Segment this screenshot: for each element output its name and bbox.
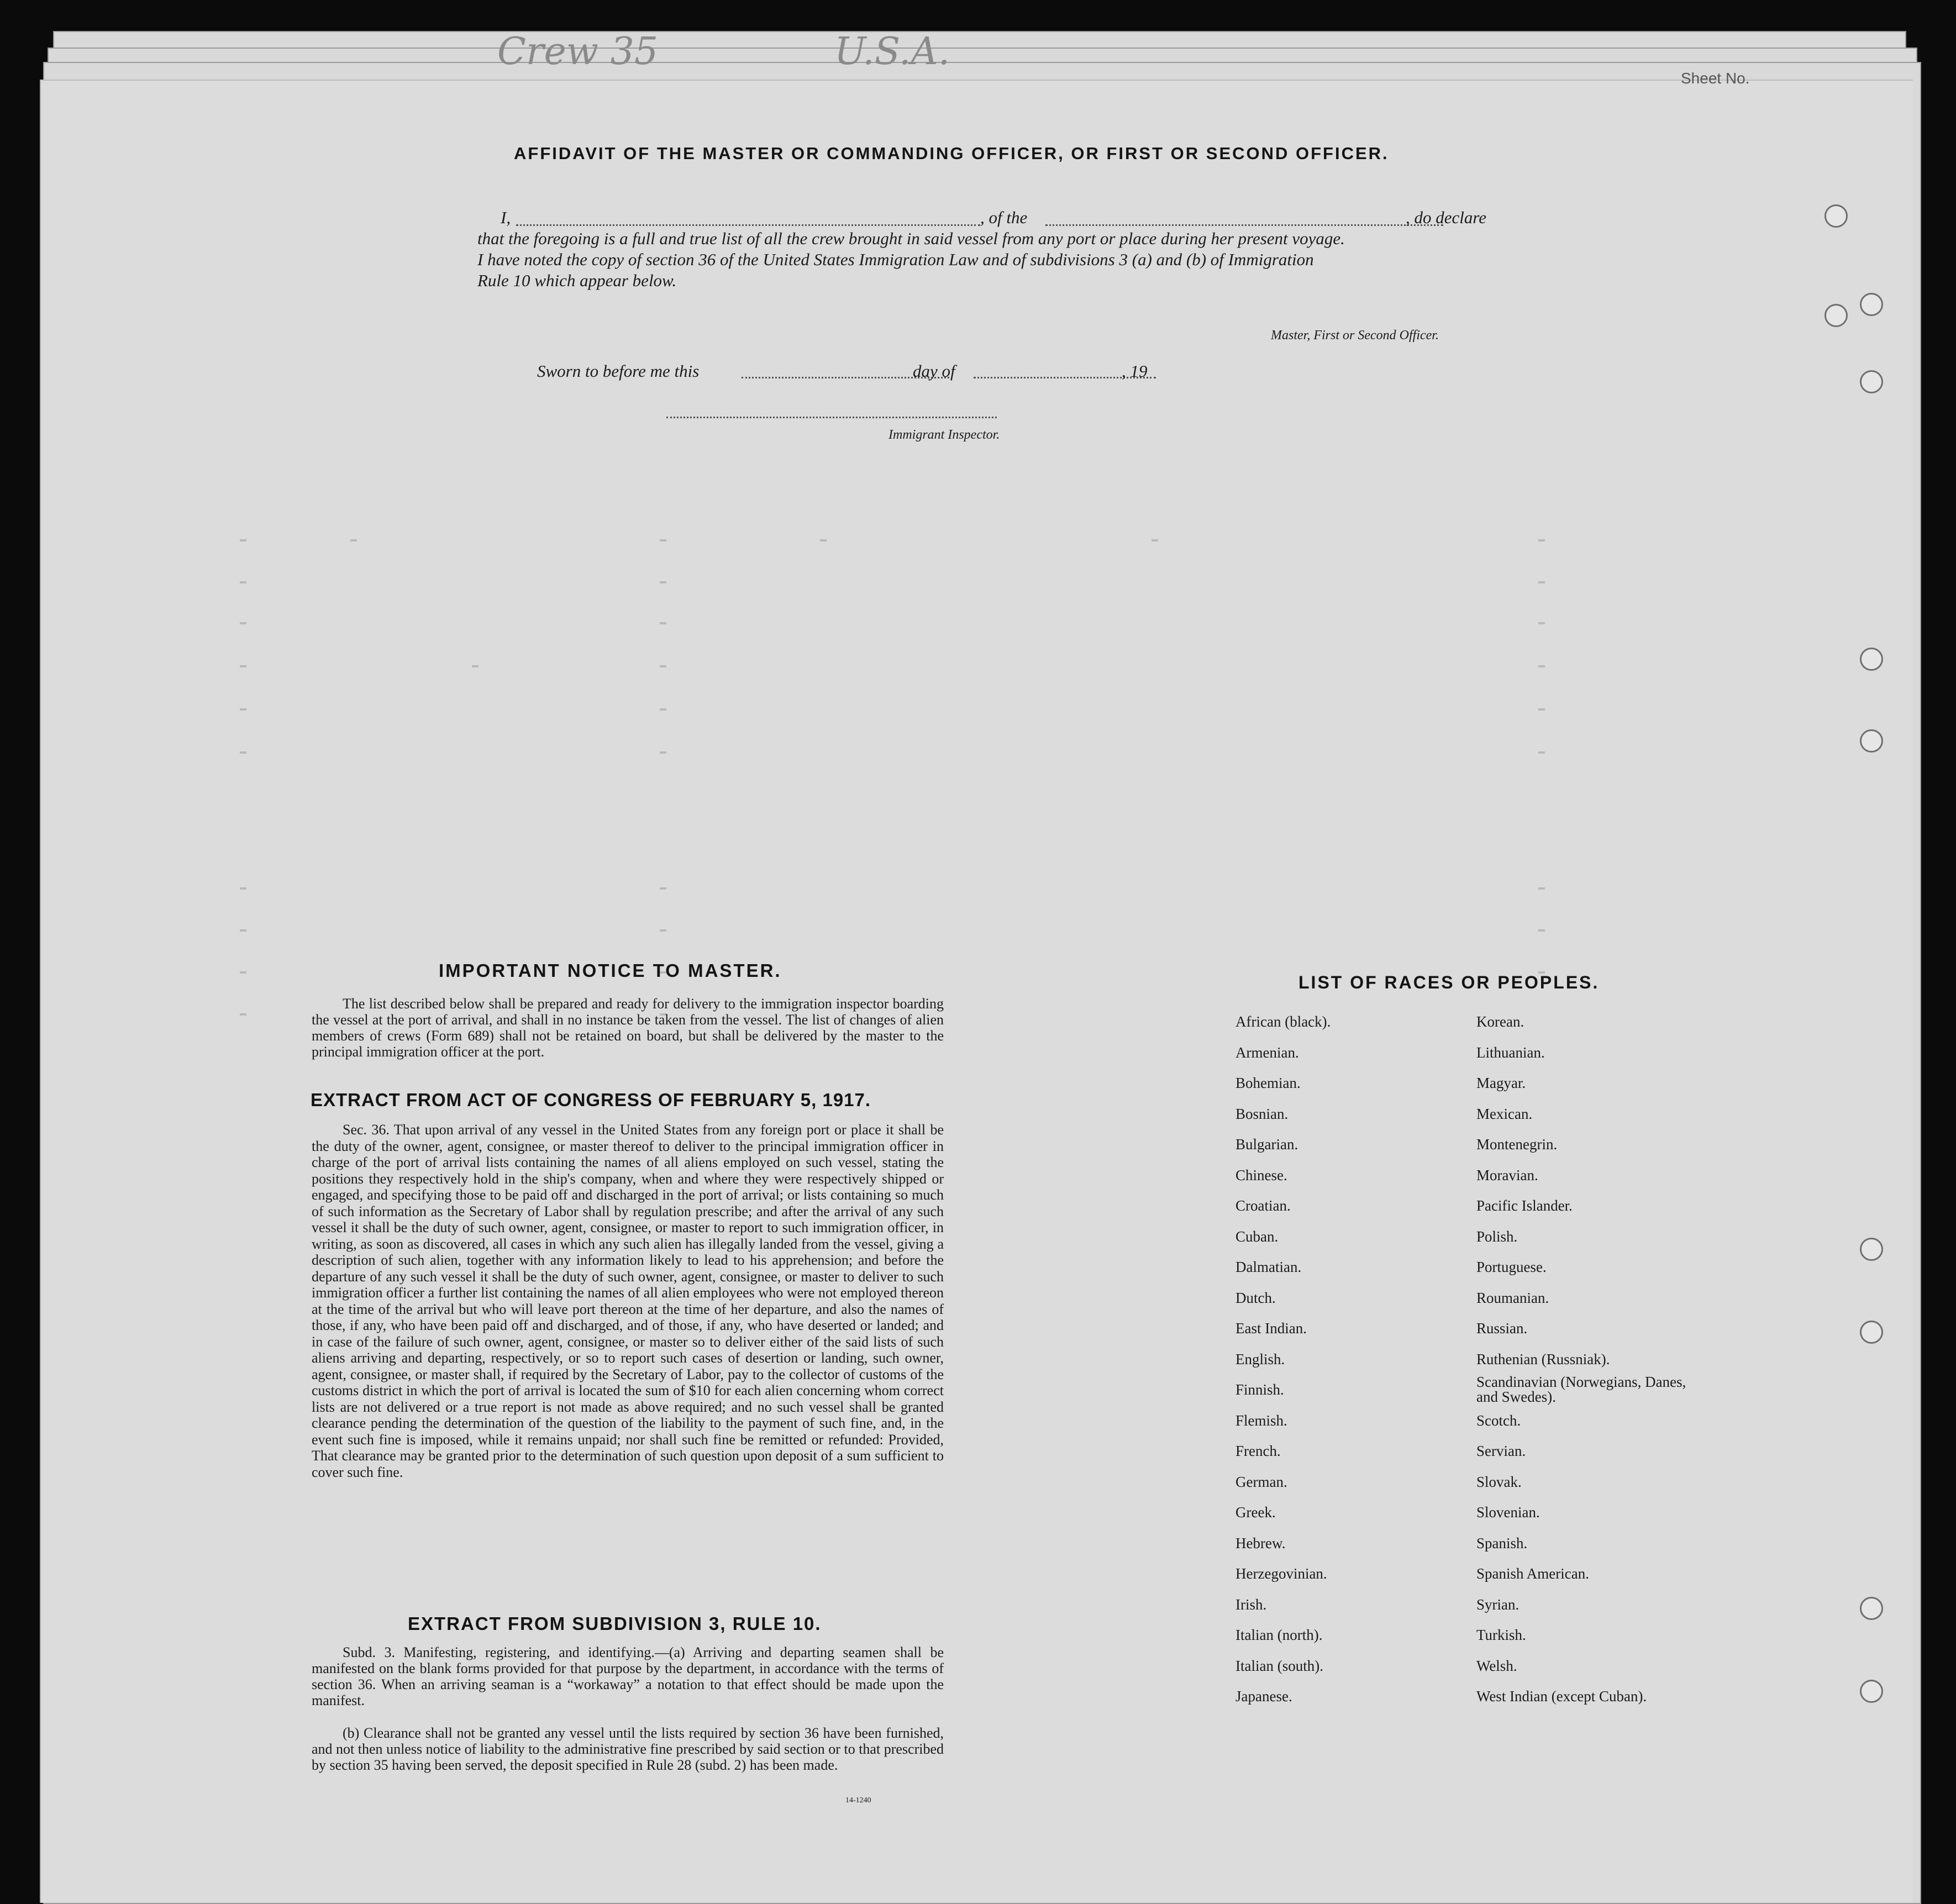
race-item: West Indian (except Cuban). bbox=[1476, 1688, 1647, 1705]
act-body: Sec. 36. That upon arrival of any vessel in the United States from any foreign port or place it shall be the duty of the owner, agent, consignee, or master thereof to deliver to the principal immigration officer in charge of the port of arrival lists containing the names of all aliens employed on such vessel, stating the positions they respectively hold in the ship's company, when and where they were respectively shipped or engaged, and specifying those to be paid off and discharged in the port of arrival; or lists containing so much of such information as the Secretary of Labor shall by regulation prescribe; and after the arrival of any such vessel it shall be the duty of such owner, agent, consignee, or master to report to such immigration officer, in writing, as soon as discovered, all cases in which any such alien has illegally landed from the vessel, giving a description of such alien, together with any information likely to lead to his apprehension; and before the departure of any such vessel it shall be the duty of such owner, agent, consignee, or master to deliver to such immigration officer a further list containing the names of all alien employees who were not employed thereon at the time of the arrival but who will leave port thereon at the time of her departure, and also the names of those, if any, who have been paid off and discharged, and of those, if any, who have deserted or landed; and in case of the failure of such owner, agent, consignee, or master so to deliver either of the said lists of such aliens arriving and departing, respectively, or so to report such cases of desertion or landing, such owner, agent, consignee, or master shall, if required by the Secretary of Labor, pay to the collector of customs of the customs district in which the port of arrival is located the sum of $10 for each alien concerning whom correct lists are not delivered or a true report is not made as above required; and no such vessel shall be granted clearance pending the determination of the question of the liability to the payment of such fine, and, in the event such fine is imposed, while it remains unpaid; nor shall such fine be remitted or refunded: Provided, That clearance may be granted prior to the determination of such question upon deposit of a sum sufficient to cover such fine. bbox=[312, 1122, 944, 1480]
race-item: Armenian. bbox=[1235, 1044, 1299, 1061]
race-item: French. bbox=[1235, 1443, 1281, 1459]
affidavit-title: AFFIDAVIT OF THE MASTER OR COMMANDING OFFICER, OR FIRST OR SECOND OFFICER. bbox=[514, 144, 1389, 163]
race-item: Japanese. bbox=[1235, 1688, 1292, 1705]
race-item: Dutch. bbox=[1235, 1289, 1276, 1306]
race-item: Italian (north). bbox=[1235, 1627, 1323, 1643]
race-item: German. bbox=[1235, 1473, 1287, 1490]
affidavit-line-3: I have noted the copy of section 36 of the United States Immigration Law and of subdivisions 3 (a) and (b) of Immigration bbox=[477, 250, 1314, 269]
race-item: Welsh. bbox=[1476, 1657, 1517, 1674]
handwriting-usa: U.S.A. bbox=[834, 30, 950, 73]
race-item: Russian. bbox=[1476, 1320, 1528, 1337]
race-item: Bulgarian. bbox=[1235, 1136, 1298, 1153]
race-item: Syrian. bbox=[1476, 1596, 1519, 1613]
day-of-label: day of bbox=[913, 361, 955, 381]
race-item: Croatian. bbox=[1235, 1197, 1291, 1214]
race-item: Montenegrin. bbox=[1476, 1136, 1558, 1153]
race-item: Bohemian. bbox=[1235, 1075, 1301, 1091]
races-column-2 bbox=[1476, 1007, 1753, 1712]
race-item: Pacific Islander. bbox=[1476, 1197, 1573, 1214]
affidavit-do-declare: , do declare bbox=[1406, 208, 1487, 227]
binder-hole bbox=[1860, 1238, 1883, 1261]
year-label: , 19 bbox=[1122, 361, 1148, 381]
rule-body-a: Subd. 3. Manifesting, registering, and identifying.—(a) Arriving and departing seamen shall be manifested on the blank forms provided for that purpose by the department, in accordance with the terms of section 36. When an arriving seaman is a “workaway” a notation to that effect should be made upon the manifest. bbox=[312, 1644, 944, 1708]
master-signature-label: Master, First or Second Officer. bbox=[1271, 328, 1439, 343]
race-item: Scotch. bbox=[1476, 1412, 1521, 1429]
notice-body: The list described below shall be prepared and ready for delivery to the immigration inspector boarding the vessel at the port of arrival, and shall in no instance be taken from the vessel. The list of changes of alien members of crews (Form 689) shall not be retained on board, but shall be delivered by the master to the principal immigration officer at the port. bbox=[312, 996, 944, 1060]
race-item: East Indian. bbox=[1235, 1320, 1307, 1337]
race-item: Spanish. bbox=[1476, 1534, 1528, 1551]
race-item: Korean. bbox=[1476, 1013, 1524, 1030]
rule-title: EXTRACT FROM SUBDIVISION 3, RULE 10. bbox=[408, 1613, 822, 1634]
binder-hole bbox=[1824, 204, 1848, 228]
race-item: Greek. bbox=[1235, 1504, 1276, 1521]
race-item: Ruthenian (Russniak). bbox=[1476, 1350, 1610, 1367]
race-item: Finnish. bbox=[1235, 1381, 1284, 1398]
race-item: African (black). bbox=[1235, 1013, 1331, 1030]
race-item: Moravian. bbox=[1476, 1166, 1538, 1184]
affidavit-i-label: I, bbox=[501, 208, 511, 227]
race-item: Italian (south). bbox=[1235, 1657, 1323, 1674]
race-item: Lithuanian. bbox=[1476, 1044, 1545, 1061]
race-item: Bosnian. bbox=[1235, 1105, 1289, 1122]
races-column-1 bbox=[1235, 1007, 1468, 1712]
race-item: Spanish American. bbox=[1476, 1565, 1589, 1582]
binder-hole bbox=[1860, 729, 1883, 753]
race-item: Polish. bbox=[1476, 1228, 1518, 1245]
sheet-number-label: Sheet No. bbox=[1681, 70, 1750, 87]
race-item: Servian. bbox=[1476, 1443, 1526, 1459]
sworn-label: Sworn to before me this bbox=[537, 361, 700, 381]
race-item: Mexican. bbox=[1476, 1105, 1533, 1122]
inspector-label: Immigrant Inspector. bbox=[888, 428, 1000, 442]
race-item: English. bbox=[1235, 1350, 1285, 1367]
races-title: LIST OF RACES OR PEOPLES. bbox=[1298, 972, 1600, 992]
rule-body-b: (b) Clearance shall not be granted any vessel until the lists required by section 36 have been furnished, and not then unless notice of liability to the administrative fine prescribed by said section or to that prescribed by section 35 having been served, the deposit specified in Rule 28 (subd. 2) has been made. bbox=[312, 1725, 944, 1773]
notice-title: IMPORTANT NOTICE TO MASTER. bbox=[439, 960, 782, 981]
race-item: Portuguese. bbox=[1476, 1259, 1547, 1275]
race-item: Magyar. bbox=[1476, 1075, 1526, 1091]
race-item: Flemish. bbox=[1235, 1412, 1287, 1429]
binder-hole bbox=[1860, 1597, 1883, 1620]
binder-hole bbox=[1860, 648, 1883, 671]
race-item: Herzegovinian. bbox=[1235, 1565, 1327, 1582]
binder-hole bbox=[1860, 293, 1883, 316]
manifest-page bbox=[40, 70, 1913, 1903]
affidavit-line-2: that the foregoing is a full and true list of all the crew brought in said vessel from any port or place during her present voyage. bbox=[477, 229, 1345, 248]
binder-hole bbox=[1824, 304, 1848, 327]
binder-hole bbox=[1860, 1680, 1883, 1703]
form-number: 14-1240 bbox=[845, 1796, 871, 1805]
race-item: Irish. bbox=[1235, 1596, 1267, 1613]
race-item: Hebrew. bbox=[1235, 1534, 1286, 1551]
affidavit-line-4: Rule 10 which appear below. bbox=[477, 271, 677, 290]
position-blank[interactable] bbox=[1045, 224, 1443, 226]
affidavit-of-the: , of the bbox=[980, 208, 1028, 227]
handwriting-crew: Crew 35 bbox=[497, 30, 659, 73]
binder-hole bbox=[1860, 370, 1883, 393]
race-item: Slovenian. bbox=[1476, 1504, 1540, 1521]
race-item: Chinese. bbox=[1235, 1166, 1287, 1184]
binder-hole bbox=[1860, 1321, 1883, 1344]
act-title: EXTRACT FROM ACT OF CONGRESS OF FEBRUARY 5, 1917. bbox=[311, 1090, 871, 1110]
race-item: Dalmatian. bbox=[1235, 1259, 1302, 1275]
race-item: Scandinavian (Norwegians, Danes, and Swedes). bbox=[1476, 1374, 1686, 1405]
race-item: Roumanian. bbox=[1476, 1289, 1549, 1306]
inspector-signature-blank[interactable] bbox=[666, 417, 997, 418]
name-blank[interactable] bbox=[516, 224, 980, 226]
race-item: Slovak. bbox=[1476, 1473, 1522, 1490]
race-item: Turkish. bbox=[1476, 1627, 1526, 1643]
race-item: Cuban. bbox=[1235, 1228, 1279, 1245]
